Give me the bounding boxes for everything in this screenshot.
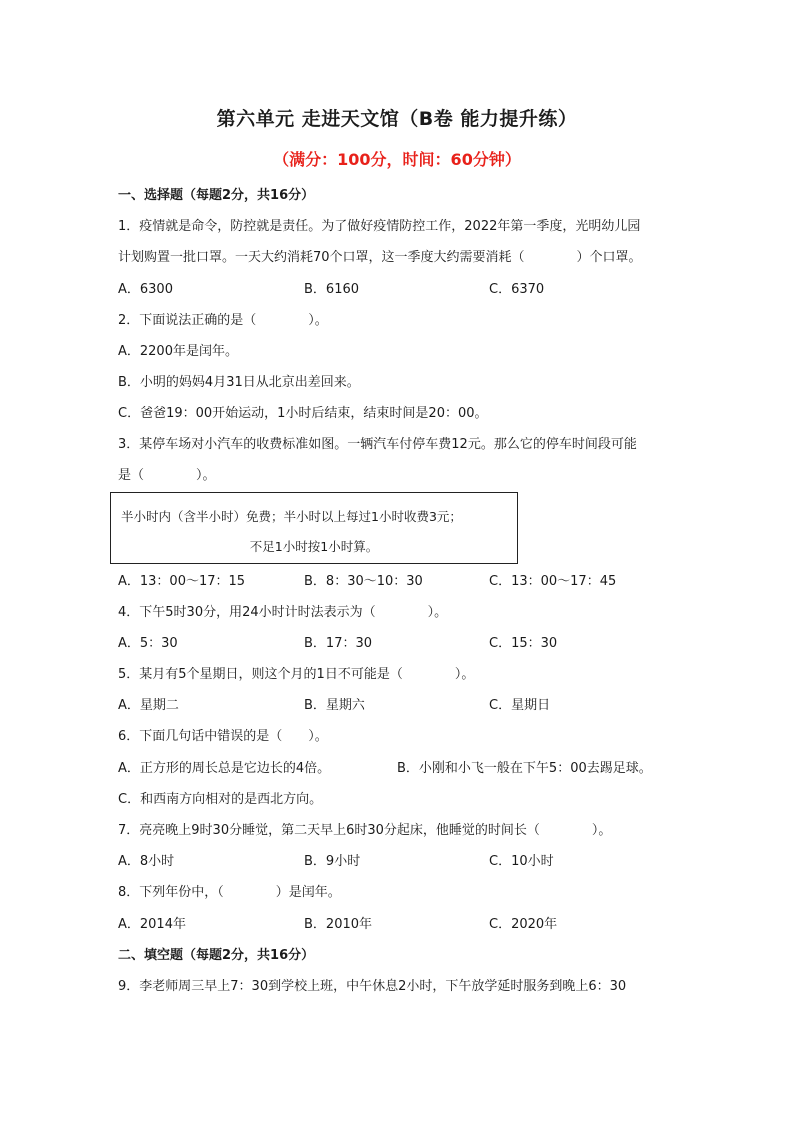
option-a: A．13：00～17：15	[118, 574, 246, 589]
option-b: B．6160	[304, 282, 360, 297]
option-b: B．星期六	[304, 698, 365, 713]
option-c: C．和西南方向相对的是西北方向。	[118, 792, 323, 807]
option-a: A．正方形的周长总是它边长的4倍。	[118, 761, 331, 776]
option-a: A．8小时	[118, 854, 175, 869]
question-8-stem: 8．下列年份中，（ ）是闰年。	[118, 885, 341, 900]
question-3-line-2: 是（ ）。	[118, 468, 216, 483]
section-heading: 一、选择题（每题2分，共16分）	[118, 188, 315, 203]
page-title: 第六单元 走进天文馆（B卷 能力提升练）	[216, 108, 578, 130]
option-b: B．小刚和小飞一般在下午5：00去踢足球。	[397, 761, 652, 776]
page-subtitle: （满分：100分，时间：60分钟）	[273, 150, 521, 169]
question-9-line-1: 9．李老师周三早上7：30到学校上班，中午休息2小时，下午放学延时服务到晚上6：30	[118, 979, 627, 994]
option-b: B．小明的妈妈4月31日从北京出差回来。	[118, 375, 360, 390]
question-5-stem: 5．某月有5个星期日，则这个月的1日不可能是（ ）。	[118, 667, 475, 682]
question-6-stem: 6．下面几句话中错误的是（ ）。	[118, 729, 328, 744]
option-a: A．2014年	[118, 917, 186, 932]
option-b: B．8：30～10：30	[304, 574, 423, 589]
option-c: C．星期日	[489, 698, 551, 713]
option-b: B．9小时	[304, 854, 361, 869]
question-3-line-1: 3．某停车场对小汽车的收费标准如图。一辆汽车付停车费12元。那么它的停车时间段可能	[118, 437, 637, 452]
option-a: A．2200年是闰年。	[118, 344, 238, 359]
option-c: C．15：30	[489, 636, 558, 651]
question-7-stem: 7．亮亮晚上9时30分睡觉，第二天早上6时30分起床，他睡觉的时间长（ ）。	[118, 823, 612, 838]
question-1-line-1: 1．疫情就是命令，防控就是责任。为了做好疫情防控工作，2022年第一季度，光明幼儿园	[118, 219, 641, 234]
notice-text-line-1: 半小时内（含半小时）免费；半小时以上每过1小时收费3元；	[121, 509, 462, 524]
option-c: C．6370	[489, 282, 545, 297]
option-b: B．17：30	[304, 636, 373, 651]
section-heading: 二、填空题（每题2分，共16分）	[118, 948, 315, 963]
option-a: A．5：30	[118, 636, 178, 651]
option-c: C．10小时	[489, 854, 554, 869]
question-4-stem: 4．下午5时30分，用24小时计时法表示为（ ）。	[118, 605, 448, 620]
option-c: C．13：00～17：45	[489, 574, 617, 589]
option-b: B．2010年	[304, 917, 373, 932]
question-1-line-2: 计划购置一批口罩。一天大约消耗70个口罩，这一季度大约需要消耗（ ）个口罩。	[118, 250, 642, 265]
option-c: C．爸爸19：00开始运动，1小时后结束，结束时间是20：00。	[118, 406, 488, 421]
parking-fee-notice	[110, 492, 518, 564]
option-a: A．星期二	[118, 698, 179, 713]
option-c: C．2020年	[489, 917, 558, 932]
notice-text-line-2: 不足1小时按1小时算。	[249, 539, 379, 554]
option-a: A．6300	[118, 282, 173, 297]
question-2-stem: 2．下面说法正确的是（ ）。	[118, 313, 328, 328]
